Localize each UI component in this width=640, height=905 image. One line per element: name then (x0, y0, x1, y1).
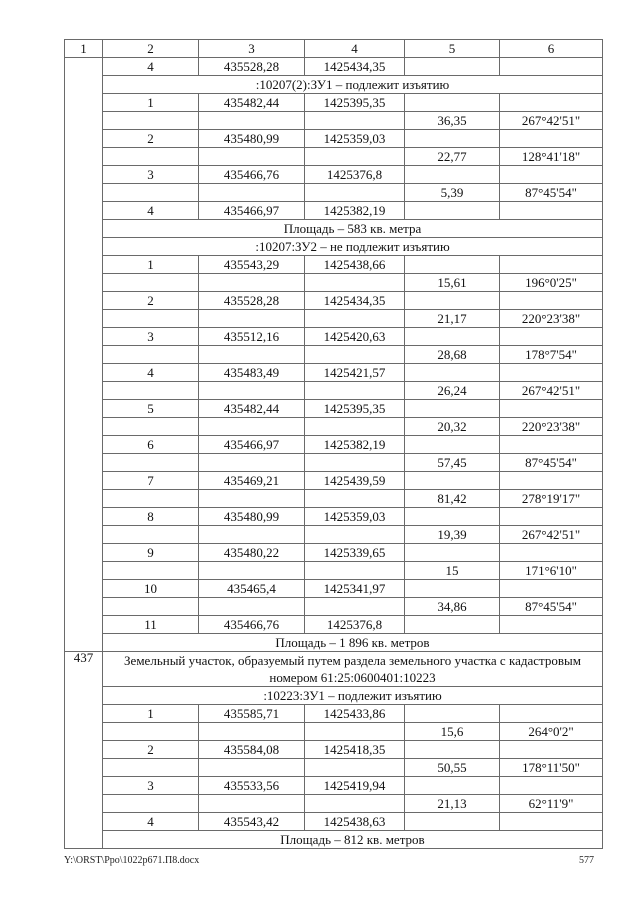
distance: 26,24 (405, 382, 500, 400)
coordinate-y: 1425395,35 (305, 400, 405, 418)
distance: 15,61 (405, 274, 500, 292)
empty-cell (500, 292, 603, 310)
empty-cell (500, 400, 603, 418)
point-number: 2 (103, 292, 199, 310)
table-row (65, 652, 603, 687)
table-row (65, 831, 603, 849)
coordinate-x: 435480,99 (199, 130, 305, 148)
coordinate-y: 1425434,35 (305, 292, 405, 310)
coordinate-x: 435528,28 (199, 58, 305, 76)
table-row (65, 705, 603, 723)
empty-cell (405, 508, 500, 526)
empty-cell (199, 148, 305, 166)
empty-cell (405, 777, 500, 795)
empty-cell (405, 400, 500, 418)
table-row (65, 310, 603, 328)
table-row (65, 508, 603, 526)
coordinate-x: 435584,08 (199, 741, 305, 759)
empty-cell (103, 418, 199, 436)
table-row (65, 634, 603, 652)
empty-cell (103, 148, 199, 166)
empty-cell (199, 418, 305, 436)
empty-cell (500, 58, 603, 76)
distance: 28,68 (405, 346, 500, 364)
empty-cell (103, 759, 199, 777)
point-number: 11 (103, 616, 199, 634)
coordinate-y: 1425434,35 (305, 58, 405, 76)
distance: 36,35 (405, 112, 500, 130)
footer-file-path: Y:\ORST\Ppo\1022p671.П8.docx (64, 855, 200, 866)
coordinate-x: 435482,44 (199, 400, 305, 418)
empty-cell (199, 274, 305, 292)
coordinate-x: 435483,49 (199, 364, 305, 382)
coordinate-x: 435543,29 (199, 256, 305, 274)
empty-cell (199, 759, 305, 777)
empty-cell (199, 454, 305, 472)
coordinate-y: 1425439,59 (305, 472, 405, 490)
table-row (65, 598, 603, 616)
plot-area: Площадь – 583 кв. метра (103, 220, 603, 238)
coordinate-x: 435512,16 (199, 328, 305, 346)
empty-cell (405, 202, 500, 220)
table-row (65, 364, 603, 382)
empty-cell (405, 741, 500, 759)
point-number: 4 (103, 813, 199, 831)
table-row (65, 562, 603, 580)
coordinate-y: 1425376,8 (305, 616, 405, 634)
table-row (65, 472, 603, 490)
empty-cell (500, 364, 603, 382)
coordinates-table (64, 39, 603, 849)
plot-description: Земельный участок, образуемый путем раздела земельного участка с кадастровым номером 61:25:0600401:10223 (103, 652, 603, 687)
empty-cell (305, 723, 405, 741)
empty-cell (103, 598, 199, 616)
direction-angle: 267°42'51" (500, 526, 603, 544)
coordinate-y: 1425438,66 (305, 256, 405, 274)
empty-cell (405, 58, 500, 76)
coordinate-y: 1425419,94 (305, 777, 405, 795)
point-number: 4 (103, 202, 199, 220)
coordinate-x: 435466,97 (199, 202, 305, 220)
empty-cell (199, 112, 305, 130)
table-row (65, 184, 603, 202)
direction-angle: 267°42'51" (500, 382, 603, 400)
column-header: 5 (405, 40, 500, 58)
empty-cell (199, 310, 305, 328)
empty-cell (405, 292, 500, 310)
table-row (65, 346, 603, 364)
empty-cell (405, 813, 500, 831)
table-row (65, 94, 603, 112)
coordinate-y: 1425359,03 (305, 130, 405, 148)
empty-cell (405, 364, 500, 382)
empty-cell (500, 94, 603, 112)
empty-cell (305, 184, 405, 202)
coordinate-y: 1425382,19 (305, 202, 405, 220)
table-row (65, 813, 603, 831)
empty-cell (103, 723, 199, 741)
empty-cell (199, 598, 305, 616)
empty-cell (500, 508, 603, 526)
empty-cell (405, 328, 500, 346)
empty-cell (103, 184, 199, 202)
table-row (65, 112, 603, 130)
distance: 19,39 (405, 526, 500, 544)
empty-cell (500, 616, 603, 634)
point-number: 7 (103, 472, 199, 490)
empty-cell (199, 562, 305, 580)
empty-cell (405, 616, 500, 634)
table-row (65, 202, 603, 220)
empty-cell (500, 544, 603, 562)
direction-angle: 87°45'54" (500, 184, 603, 202)
empty-cell (405, 705, 500, 723)
direction-angle: 171°6'10" (500, 562, 603, 580)
coordinate-y: 1425418,35 (305, 741, 405, 759)
empty-cell (103, 454, 199, 472)
empty-cell (305, 795, 405, 813)
point-number: 3 (103, 328, 199, 346)
empty-cell (405, 256, 500, 274)
column-header: 1 (65, 40, 103, 58)
direction-angle: 264°0'2" (500, 723, 603, 741)
empty-cell (500, 202, 603, 220)
empty-cell (500, 472, 603, 490)
empty-cell (199, 526, 305, 544)
coordinate-x: 435466,76 (199, 166, 305, 184)
coordinate-x: 435543,42 (199, 813, 305, 831)
direction-angle: 220°23'38" (500, 418, 603, 436)
coordinate-y: 1425339,65 (305, 544, 405, 562)
empty-cell (103, 526, 199, 544)
table-row (65, 166, 603, 184)
plot-area: Площадь – 812 кв. метров (103, 831, 603, 849)
item-number: 437 (65, 652, 103, 849)
table-row (65, 274, 603, 292)
distance: 21,17 (405, 310, 500, 328)
table-row (65, 544, 603, 562)
empty-cell (500, 256, 603, 274)
direction-angle: 220°23'38" (500, 310, 603, 328)
empty-cell (500, 580, 603, 598)
coordinate-x: 435585,71 (199, 705, 305, 723)
empty-cell (103, 274, 199, 292)
table-header-row (65, 40, 603, 58)
point-number: 4 (103, 364, 199, 382)
coordinate-y: 1425395,35 (305, 94, 405, 112)
empty-cell (305, 274, 405, 292)
table-row (65, 148, 603, 166)
empty-cell (305, 526, 405, 544)
empty-cell (305, 148, 405, 166)
coordinate-x: 435466,76 (199, 616, 305, 634)
direction-angle: 178°7'54" (500, 346, 603, 364)
table-row (65, 58, 603, 76)
empty-cell (199, 184, 305, 202)
empty-cell (305, 346, 405, 364)
point-number: 4 (103, 58, 199, 76)
distance: 20,32 (405, 418, 500, 436)
empty-cell (405, 436, 500, 454)
point-number: 3 (103, 777, 199, 795)
coordinate-x: 435528,28 (199, 292, 305, 310)
table-row (65, 580, 603, 598)
empty-cell (500, 741, 603, 759)
coordinate-y: 1425438,63 (305, 813, 405, 831)
table-row (65, 382, 603, 400)
table-row (65, 454, 603, 472)
column-header: 4 (305, 40, 405, 58)
direction-angle: 62°11'9" (500, 795, 603, 813)
empty-cell (500, 777, 603, 795)
empty-cell (500, 328, 603, 346)
empty-cell (305, 562, 405, 580)
empty-cell (305, 112, 405, 130)
direction-angle: 128°41'18" (500, 148, 603, 166)
footer-page-number: 577 (579, 855, 594, 866)
empty-cell (405, 94, 500, 112)
item-number (65, 58, 103, 652)
point-number: 1 (103, 705, 199, 723)
coordinate-x: 435465,4 (199, 580, 305, 598)
coordinate-y: 1425382,19 (305, 436, 405, 454)
column-header: 2 (103, 40, 199, 58)
coordinate-y: 1425421,57 (305, 364, 405, 382)
coordinate-x: 435466,97 (199, 436, 305, 454)
distance: 57,45 (405, 454, 500, 472)
empty-cell (405, 166, 500, 184)
coordinate-x: 435480,99 (199, 508, 305, 526)
column-header: 6 (500, 40, 603, 58)
table-row (65, 687, 603, 705)
empty-cell (305, 490, 405, 508)
point-number: 2 (103, 741, 199, 759)
point-number: 10 (103, 580, 199, 598)
table-row (65, 130, 603, 148)
empty-cell (500, 130, 603, 148)
plot-title: :10223:ЗУ1 – подлежит изъятию (103, 687, 603, 705)
table-row (65, 759, 603, 777)
empty-cell (199, 346, 305, 364)
coordinate-x: 435480,22 (199, 544, 305, 562)
point-number: 6 (103, 436, 199, 454)
table-row (65, 616, 603, 634)
table-row (65, 220, 603, 238)
empty-cell (405, 580, 500, 598)
table-row (65, 418, 603, 436)
empty-cell (305, 310, 405, 328)
direction-angle: 87°45'54" (500, 598, 603, 616)
table-row (65, 795, 603, 813)
coordinate-y: 1425420,63 (305, 328, 405, 346)
point-number: 2 (103, 130, 199, 148)
table-row (65, 256, 603, 274)
table-row (65, 292, 603, 310)
plot-area: Площадь – 1 896 кв. метров (103, 634, 603, 652)
table-row (65, 76, 603, 94)
point-number: 1 (103, 94, 199, 112)
empty-cell (103, 795, 199, 813)
column-header: 3 (199, 40, 305, 58)
empty-cell (405, 544, 500, 562)
empty-cell (305, 418, 405, 436)
coordinate-x: 435469,21 (199, 472, 305, 490)
coordinate-x: 435482,44 (199, 94, 305, 112)
table-row (65, 328, 603, 346)
empty-cell (405, 130, 500, 148)
distance: 5,39 (405, 184, 500, 202)
table-row (65, 777, 603, 795)
empty-cell (103, 382, 199, 400)
empty-cell (500, 705, 603, 723)
distance: 50,55 (405, 759, 500, 777)
point-number: 3 (103, 166, 199, 184)
empty-cell (103, 346, 199, 364)
empty-cell (103, 562, 199, 580)
empty-cell (500, 813, 603, 831)
table-row (65, 490, 603, 508)
table-row (65, 741, 603, 759)
empty-cell (199, 723, 305, 741)
empty-cell (500, 436, 603, 454)
table-row (65, 400, 603, 418)
direction-angle: 267°42'51" (500, 112, 603, 130)
empty-cell (199, 490, 305, 508)
coordinate-y: 1425376,8 (305, 166, 405, 184)
empty-cell (305, 598, 405, 616)
empty-cell (103, 490, 199, 508)
empty-cell (500, 166, 603, 184)
empty-cell (103, 112, 199, 130)
direction-angle: 196°0'25" (500, 274, 603, 292)
plot-title: :10207(2):ЗУ1 – подлежит изъятию (103, 76, 603, 94)
point-number: 1 (103, 256, 199, 274)
direction-angle: 278°19'17" (500, 490, 603, 508)
point-number: 8 (103, 508, 199, 526)
table-row (65, 526, 603, 544)
distance: 81,42 (405, 490, 500, 508)
coordinate-y: 1425359,03 (305, 508, 405, 526)
empty-cell (199, 795, 305, 813)
empty-cell (103, 310, 199, 328)
empty-cell (305, 382, 405, 400)
empty-cell (305, 759, 405, 777)
coordinate-y: 1425433,86 (305, 705, 405, 723)
empty-cell (305, 454, 405, 472)
distance: 15 (405, 562, 500, 580)
distance: 34,86 (405, 598, 500, 616)
distance: 15,6 (405, 723, 500, 741)
point-number: 5 (103, 400, 199, 418)
table-row (65, 723, 603, 741)
distance: 21,13 (405, 795, 500, 813)
coordinate-x: 435533,56 (199, 777, 305, 795)
direction-angle: 178°11'50" (500, 759, 603, 777)
direction-angle: 87°45'54" (500, 454, 603, 472)
plot-title: :10207:ЗУ2 – не подлежит изъятию (103, 238, 603, 256)
point-number: 9 (103, 544, 199, 562)
empty-cell (405, 472, 500, 490)
empty-cell (199, 382, 305, 400)
table-row (65, 238, 603, 256)
table-row (65, 436, 603, 454)
coordinate-y: 1425341,97 (305, 580, 405, 598)
distance: 22,77 (405, 148, 500, 166)
